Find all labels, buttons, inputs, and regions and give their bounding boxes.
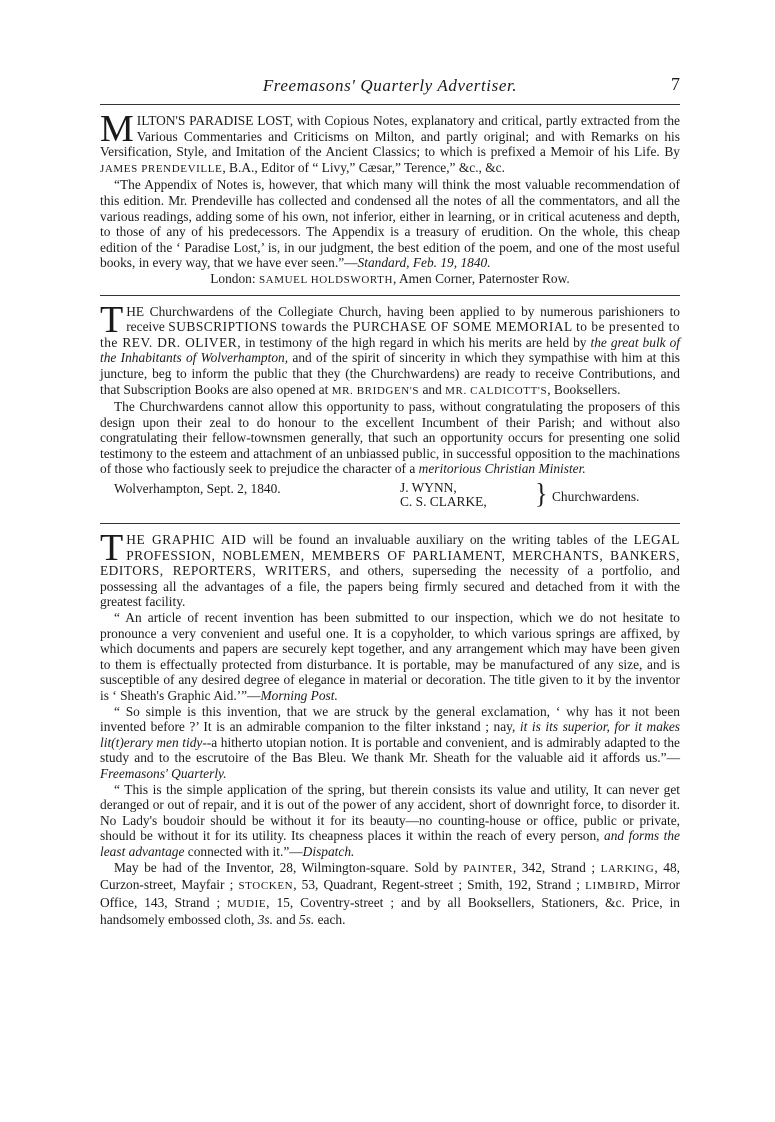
drop-cap: M bbox=[100, 108, 134, 150]
sales-info: May be had of the Inventor, 28, Wilmington-square. Sold by PAINTER, 342, Strand ; LARKING, 48, Curzon-street, Mayfair ; STOCKEN, 53, Quadrant, Regent-street ; Smith, 192, Strand ; LIMBIRD, Mirror Office, 143, Strand ; MUDIE, 15, Coventry-street ; and by all Booksellers, Stationers, &c. Price, in handsomely embossed cloth, 3s. and 5s. each. bbox=[100, 859, 680, 928]
page-number: 7 bbox=[671, 74, 680, 94]
notice-paragraph: THE Churchwardens of the Collegiate Church, having been applied to by numerous parishioners to receive SUBSCRIPTIONS towards the PURCHASE OF SOME MEMORIAL to be presented to the REV. DR. OLIVER, in testimony of the high regard in which his merits are held by the great bulk of the Inhabitants of Wolverhampton, and of the spirit of sincerity in which they sympathise with him at this juncture, beg to inform the public that they (the Churchwardens) are ready to receive Contributions, and that Subscription Books are also opened at MR. BRIDGEN'S and MR. CALDICOTT'S, Booksellers. bbox=[100, 298, 681, 397]
testimonial-source: Morning Post. bbox=[260, 688, 338, 703]
testimonial: “ So simple is this invention, that we are struck by the general exclamation, ‘ why has it not been invented before ?’ It is an admirable companion to the filter inkstand ; nay, it is its superior, for it makes lit(t)erary men tidy--a hitherto utopian notion. It is portable and convenient, and is admirably adapted to the study and to the escrutoire of the Bas Bleu. We thank Mr. Sheath for the valuable aid it affords us.”—Freemasons' Quarterly. bbox=[100, 703, 681, 781]
drop-cap: T bbox=[100, 527, 124, 570]
subscription-caps: SUBSCRIPTIONS towards the PURCHASE OF SOME MEMORIAL to be presented to the REV. DR. OLIVER, bbox=[100, 319, 681, 350]
testimonial: “ An article of recent invention has been submitted to our inspection, which we do not hesitate to pronounce a very convenient and useful one. It is a copyholder, to which various springs are affixed, by which documents and papers are securely kept together, and any arrangement which may have been given to them is effectually protected from disturbance. It is portable, may be manufactured of any size, and is susceptible of any desired degree of elegance in material or decoration. The title given to it by the inventor is ‘ Sheath's Graphic Aid.’”—Morning Post. bbox=[100, 610, 680, 703]
signer: C. S. CLARKE, bbox=[400, 494, 487, 510]
notice-paragraph: The Churchwardens cannot allow this opportunity to pass, without congratulating the proposers of this design upon their zeal to do honour to the excellent Incumbent of their Parish; and without also congratulating their fellow-townsmen generally, that such an opportunity occurs for presenting one solid testimony to the esteem and attachment of an unbiassed public, in successful opposition to the machinations of those who factiously seek to prejudice the character of a meritorious Christian Minister. bbox=[100, 399, 680, 477]
milton-advertisement bbox=[100, 105, 680, 295]
churchwardens-notice bbox=[100, 296, 680, 524]
milton-imprint: London: SAMUEL HOLDSWORTH, Amen Corner, Paternoster Row. bbox=[210, 270, 570, 286]
author-name: JAMES PRENDEVILLE bbox=[100, 162, 223, 175]
signer-names bbox=[400, 481, 487, 509]
signature-block bbox=[100, 477, 680, 517]
testimonial-source: Freemasons' Quarterly. bbox=[100, 765, 227, 781]
product-name: HE GRAPHIC AID bbox=[126, 532, 247, 548]
place-date: Wolverhampton, Sept. 2, 1840. bbox=[114, 481, 281, 497]
graphic-aid-intro: THE GRAPHIC AID will be found an invaluable auxiliary on the writing tables of the LEGAL PROFESSION, NOBLEMEN, MEMBERS OF PARLIAMENT, MERCHANTS, BANKERS, EDITORS, REPORTERS, WRITERS, and others, superseding the necessity of a portfolio, and possessing all the advantages of a file, the papers being firmly secured and detached from it with the greatest facility. bbox=[100, 527, 680, 610]
brace: } bbox=[535, 477, 548, 510]
signer: J. WYNN, bbox=[400, 480, 457, 496]
drop-cap: T bbox=[100, 298, 124, 341]
testimonial-source: Dispatch. bbox=[302, 843, 355, 859]
milton-description: MILTON'S PARADISE LOST, with Copious Notes, explanatory and critical, partly extracted from the Various Commentaries and Criticisms on Milton, and partly original; and with Remarks on his Versification, Style, and Imitation of the Ancient Classics; to which is prefixed a Memoir of his Life. By JAMES PRENDEVILLE, B.A., Editor of “ Livy,” Cæsar,” Terence,” &c., &c. bbox=[100, 108, 680, 175]
signer-role: Churchwardens. bbox=[552, 489, 640, 505]
graphic-aid-advertisement bbox=[100, 524, 680, 934]
testimonial: “ This is the simple application of the spring, but therein consists its value and utility, It can never get deranged or out of repair, and it is out of the power of any accident, short of downright force, to disorder it. No Lady's boudoir should be without it for its beauty—no counting-house or office, public or private, should be without it for its utility. Its cheapness places it within the reach of every person, and forms the least advantage connected with it.”—Dispatch. bbox=[100, 781, 680, 859]
review-source: Standard, Feb. 19, 1840. bbox=[357, 255, 491, 271]
advertiser-page bbox=[100, 68, 680, 934]
running-header bbox=[100, 68, 680, 104]
milton-review: “The Appendix of Notes is, however, that which many will think the most valuable recommendation of this edition. Mr. Prendeville has collected and condensed all the notes of all the commentators, and all the various readings, adding some of his own, not inferior, either in learning, or in critical acuteness and depth, to those of any of his predecessors. The Appendix is a treasury of erudition. On the whole, this cheap edition of the ‘ Paradise Lost,’ is, in our judgment, the best edition of the poem, and one of the most useful books, in every way, that we have ever seen.”—Standard, Feb. 19, 1840. bbox=[100, 177, 680, 271]
running-title: Freemasons' Quarterly Advertiser. bbox=[262, 76, 518, 95]
publisher-name: SAMUEL HOLDSWORTH bbox=[258, 273, 394, 286]
